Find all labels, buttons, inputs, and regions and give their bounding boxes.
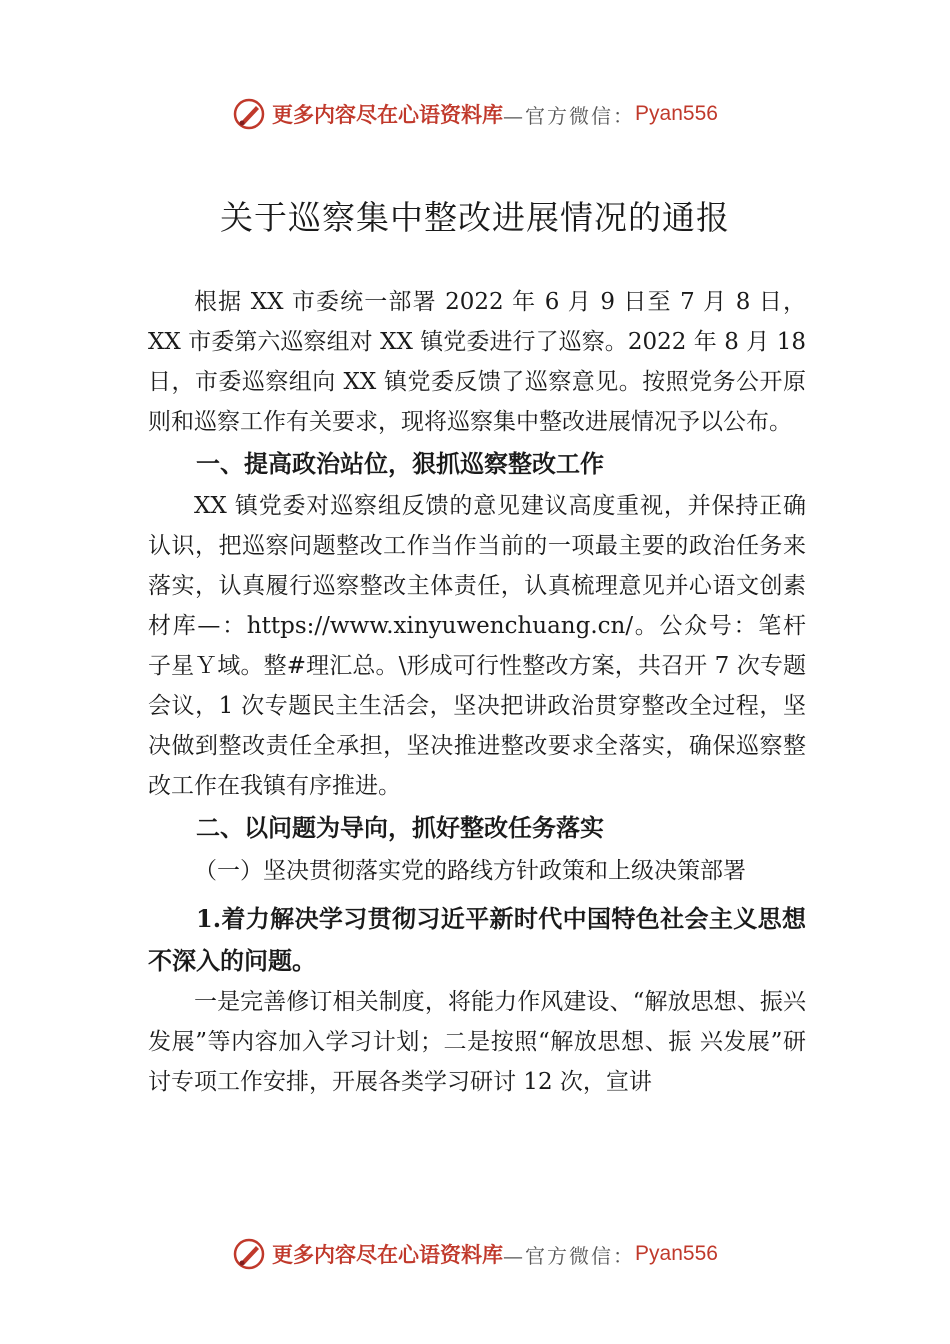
watermark-banner-top	[0, 92, 950, 136]
section-heading-1: 一、提高政治站位，狠抓巡察整改工作	[196, 450, 604, 478]
body-paragraph: 一是完善修订相关制度，将能力作风建设、“解放思想、振兴发展”等内容加入学习计划；二是按照“解放思想、振 兴发展”研讨专项工作安排，开展各类学习研讨 12 次，宣讲	[148, 989, 806, 1095]
watermark-text: 更多内容尽在心语资料库	[272, 1242, 504, 1267]
watermark-subtext: —官方微信：	[503, 1243, 636, 1268]
section-heading-2: 二、以问题为导向，抓好整改任务落实	[196, 814, 604, 842]
intro-paragraph: 根据 XX 市委统一部署 2022 年 6 月 9 日至 7 月 8 日， XX 市委第六巡察组对 XX 镇党委进行了巡察。2022 年 8 月 18 日，市委巡察组向 XX 镇党委反馈了巡察意见。按照党务公开原则和巡察工作有关要求，现将巡察集中整改进展情况予以公布。	[148, 289, 806, 435]
body-paragraph: XX 镇党委对巡察组反馈的意见建议高度重视，并保持正确认识，把巡察问题整改工作当作当前的一项最主要的政治任务来落实，认真履行巡察整改主体责任，认真梳理意见并心语文创素材库—：https://www.xinyuwenchuang.cn/。公众号：笔杆子星Ｙ域。整#理汇总。\形成可行性整改方案，共召开 7 次专题会议，1 次专题民主生活会，坚决把讲政治贯穿整改全过程，坚决做到整改责任全承担，坚决推进整改要求全落实，确保巡察整改工作在我镇有序推进。	[148, 493, 806, 799]
brush-logo-icon	[232, 97, 266, 131]
brush-logo-icon	[232, 1237, 266, 1271]
watermark-wechat-id: Pyan556	[635, 1242, 718, 1265]
watermark-subtext: —官方微信：	[503, 103, 636, 128]
document-body	[148, 282, 806, 1102]
item-heading: 1.着力解决学习贯彻习近平新时代中国特色社会主义思想不深入的问题。	[148, 904, 806, 975]
document-title: 关于巡察集中整改进展情况的通报	[220, 198, 730, 237]
watermark-text: 更多内容尽在心语资料库	[272, 102, 504, 127]
watermark-banner-bottom	[0, 1232, 950, 1276]
watermark-wechat-id: Pyan556	[635, 102, 718, 125]
subsection-heading: （一）坚决贯彻落实党的路线方针政策和上级决策部署	[194, 858, 746, 884]
